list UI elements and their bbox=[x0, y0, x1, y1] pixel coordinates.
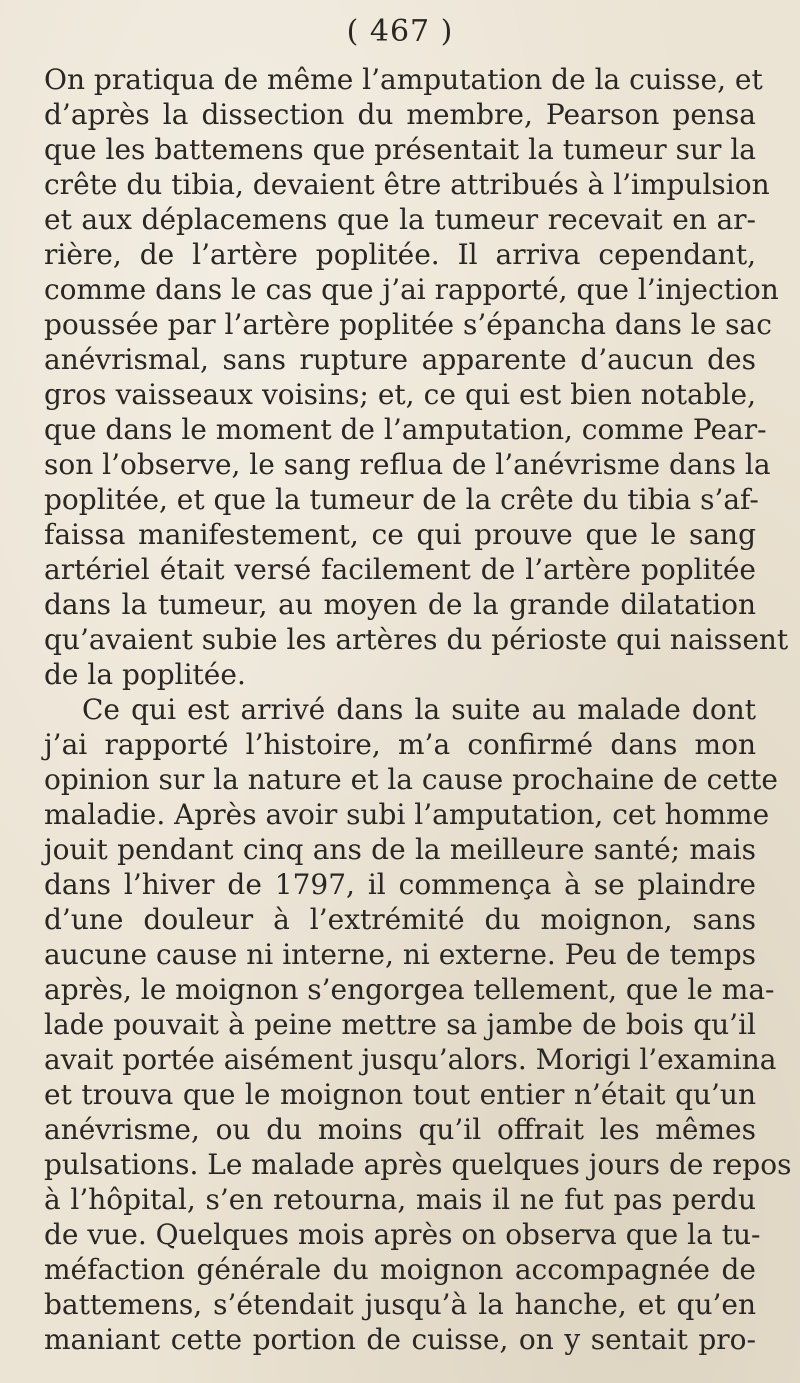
text-line: j’ai rapporté l’histoire, m’a confirmé dans mon bbox=[44, 728, 756, 761]
text-line: artériel était versé facilement de l’artère poplitée bbox=[44, 553, 756, 586]
text-line: maladie. Après avoir subi l’amputation, cet homme bbox=[44, 798, 770, 831]
text-line: dans l’hiver de 1797, il commença à se plaindre bbox=[44, 868, 756, 901]
text-line: d’une douleur à l’extrémité du moignon, sans bbox=[44, 903, 756, 936]
text-line: méfaction générale du moignon accompagnée de bbox=[44, 1253, 756, 1286]
text-line: anévrismal, sans rupture apparente d’aucun des bbox=[44, 343, 756, 376]
page-number: ( 467 ) bbox=[346, 14, 454, 49]
text-line: son l’observe, le sang reflua de l’anévrisme dans la bbox=[44, 448, 771, 481]
text-line: crête du tibia, devaient être attribués à l’impulsion bbox=[44, 168, 770, 201]
text-line: que les battemens que présentait la tumeur sur la bbox=[44, 133, 756, 166]
text-line: faissa manifestement, ce qui prouve que le sang bbox=[44, 518, 756, 551]
text-line: maniant cette portion de cuisse, on y sentait pro- bbox=[44, 1323, 756, 1356]
text-line: pulsations. Le malade après quelques jours de repos bbox=[44, 1148, 792, 1181]
text-line: poussée par l’artère poplitée s’épancha dans le sac bbox=[44, 308, 772, 341]
text-line: opinion sur la nature et la cause prochaine de cette bbox=[44, 763, 778, 796]
text-line: dans la tumeur, au moyen de la grande dilatation bbox=[44, 588, 756, 621]
text-line: gros vaisseaux voisins; et, ce qui est bien notable, bbox=[44, 378, 756, 411]
text-line: anévrisme, ou du moins qu’il offrait les mêmes bbox=[44, 1113, 756, 1146]
text-line-paragraph-start: Ce qui est arrivé dans la suite au malade dont bbox=[82, 693, 756, 726]
text-line: avait portée aisément jusqu’alors. Morigi l’examina bbox=[44, 1043, 777, 1076]
text-line: battemens, s’étendait jusqu’à la hanche, et qu’en bbox=[44, 1288, 756, 1321]
text-line: et trouva que le moignon tout entier n’était qu’un bbox=[44, 1078, 756, 1111]
text-line: rière, de l’artère poplitée. Il arriva cependant, bbox=[44, 238, 756, 271]
text-line: On pratiqua de même l’amputation de la cuisse, et bbox=[44, 63, 763, 96]
text-line: qu’avaient subie les artères du périoste qui naissent bbox=[44, 623, 789, 656]
text-line: poplitée, et que la tumeur de la crête du tibia s’af- bbox=[44, 483, 759, 516]
text-line-paragraph-end: de la poplitée. bbox=[44, 658, 246, 691]
text-line: que dans le moment de l’amputation, comme Pear- bbox=[44, 413, 767, 446]
text-line: après, le moignon s’engorgea tellement, que le ma- bbox=[44, 973, 775, 1006]
text-line: lade pouvait à peine mettre sa jambe de bois qu’il bbox=[44, 1008, 756, 1041]
text-line: jouit pendant cinq ans de la meilleure santé; mais bbox=[44, 833, 756, 866]
text-line: d’après la dissection du membre, Pearson pensa bbox=[44, 98, 756, 131]
text-line: aucune cause ni interne, ni externe. Peu de temps bbox=[44, 938, 756, 971]
text-line: de vue. Quelques mois après on observa que la tu- bbox=[44, 1218, 761, 1251]
text-line: à l’hôpital, s’en retourna, mais il ne fut pas perdu bbox=[44, 1183, 756, 1216]
text-line: comme dans le cas que j’ai rapporté, que l’injection bbox=[44, 273, 779, 306]
text-line: et aux déplacemens que la tumeur recevait en ar- bbox=[44, 203, 756, 236]
